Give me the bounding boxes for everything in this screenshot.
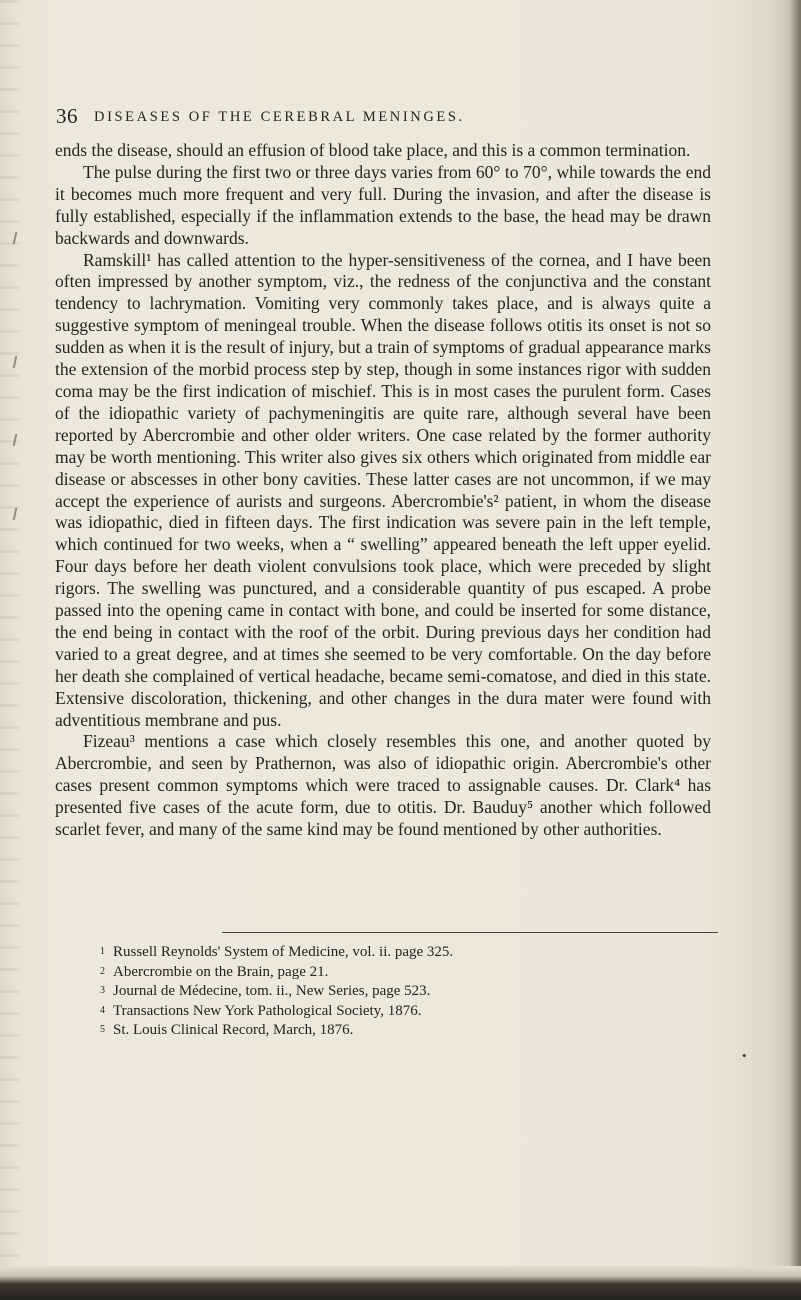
footnote <box>100 963 700 983</box>
margin-tick <box>13 508 24 520</box>
footnote-text: Russell Reynolds' System of Medicine, vol. ii. page 325. <box>113 944 454 960</box>
footnote-text: Abercrombie on the Brain, page 21. <box>113 963 329 980</box>
footnote <box>100 1021 700 1041</box>
footnote-mark: 1 <box>100 946 105 957</box>
paragraph: Ramskill¹ has called attention to the hyper-sensitiveness of the cornea, and I have been often impressed by another symptom, viz., the redness of the conjunctiva and the constant tendency to lachrymation. Vomiting very commonly takes place, and is always quite a suggestive symptom of meningeal trouble. When the disease follows otitis its onset is not so sudden as when it is the result of injury, but a train of symptoms of gradual appearance marks the extension of the morbid process step by step, though in some instances rigor with sudden coma may be the first indication of mischief. This is in most cases the purulent form. Cases of the idiopathic variety of pachymeningitis are quite rare, although several have been reported by Abercrombie and other older writers. One case related by the former authority may be worth mentioning. This writer also gives six others which originated from middle ear disease or abscesses in other bony cavities. These latter cases are not uncommon, if we may accept the experience of aurists and surgeons. Abercrombie's² patient, in whom the disease was idiopathic, died in fifteen days. The first indication was severe pain in the left temple, which continued for two weeks, when a “ swelling” appeared beneath the left upper eyelid. Four days before her death violent convulsions took place, which were preceded by slight rigors. The swelling was punctured, and a considerable quantity of pus escaped. A probe passed into the opening came in contact with bone, and could be inserted for some distance, the end being in contact with the roof of the orbit. During previous days her condition had varied to a great degree, and at times she seemed to be very comfortable. On the day before her death she complained of vertical headache, became semi-comatose, and died in this state. Extensive discoloration, thickening, and other changes in the dura mater were found with adventitious membrane and pus. <box>55 249 711 730</box>
margin-mark: • <box>742 1048 747 1063</box>
footnote <box>100 943 700 963</box>
scan-bottom-edge <box>0 1266 801 1300</box>
footnote-mark: 4 <box>100 1004 105 1016</box>
paragraph: The pulse during the first two or three days varies from 60° to 70°, while towards the end it becomes much more frequent and very full. During the invasion, and after the disease is fully established, especially if the inflammation extends to the base, the head may be drawn backwards and downwards. <box>55 161 711 248</box>
footnote-mark: 2 <box>100 965 105 977</box>
page-number: 36 <box>56 104 78 128</box>
paragraph: Fizeau³ mentions a case which closely resembles this one, and another quoted by Abercrombie, and seen by Prathernon, was also of idiopathic origin. Abercrombie's other cases present common symptoms which were traced to assignable causes. Dr. Clark⁴ has presented five cases of the acute form, due to otitis. Dr. Bauduy⁵ another which followed scarlet fever, and many of the same kind may be found mentioned by other authorities. <box>55 731 711 840</box>
margin-tick <box>13 232 24 244</box>
footnote-text: Transactions New York Pathological Society, 1876. <box>113 1002 422 1019</box>
page-header <box>56 104 746 132</box>
footnote-text: Journal de Médecine, tom. ii., New Series, page 523. <box>113 983 431 999</box>
footnote-rule <box>222 932 718 933</box>
page-shadow-right <box>789 0 801 1300</box>
margin-tick <box>13 434 24 446</box>
paragraph: ends the disease, should an effusion of blood take place, and this is a common termination. <box>55 140 691 160</box>
footnotes <box>100 943 700 1041</box>
footnote-text: St. Louis Clinical Record, March, 1876. <box>113 1022 354 1038</box>
margin-tick <box>13 356 24 368</box>
page-binding-edge <box>0 0 20 1300</box>
running-head: DISEASES OF THE CEREBRAL MENINGES. <box>94 109 465 125</box>
footnote <box>100 1002 700 1022</box>
footnote-mark: 5 <box>100 1024 105 1035</box>
footnote-mark: 3 <box>100 985 105 996</box>
body-text <box>55 140 711 841</box>
footnote <box>100 982 700 1002</box>
